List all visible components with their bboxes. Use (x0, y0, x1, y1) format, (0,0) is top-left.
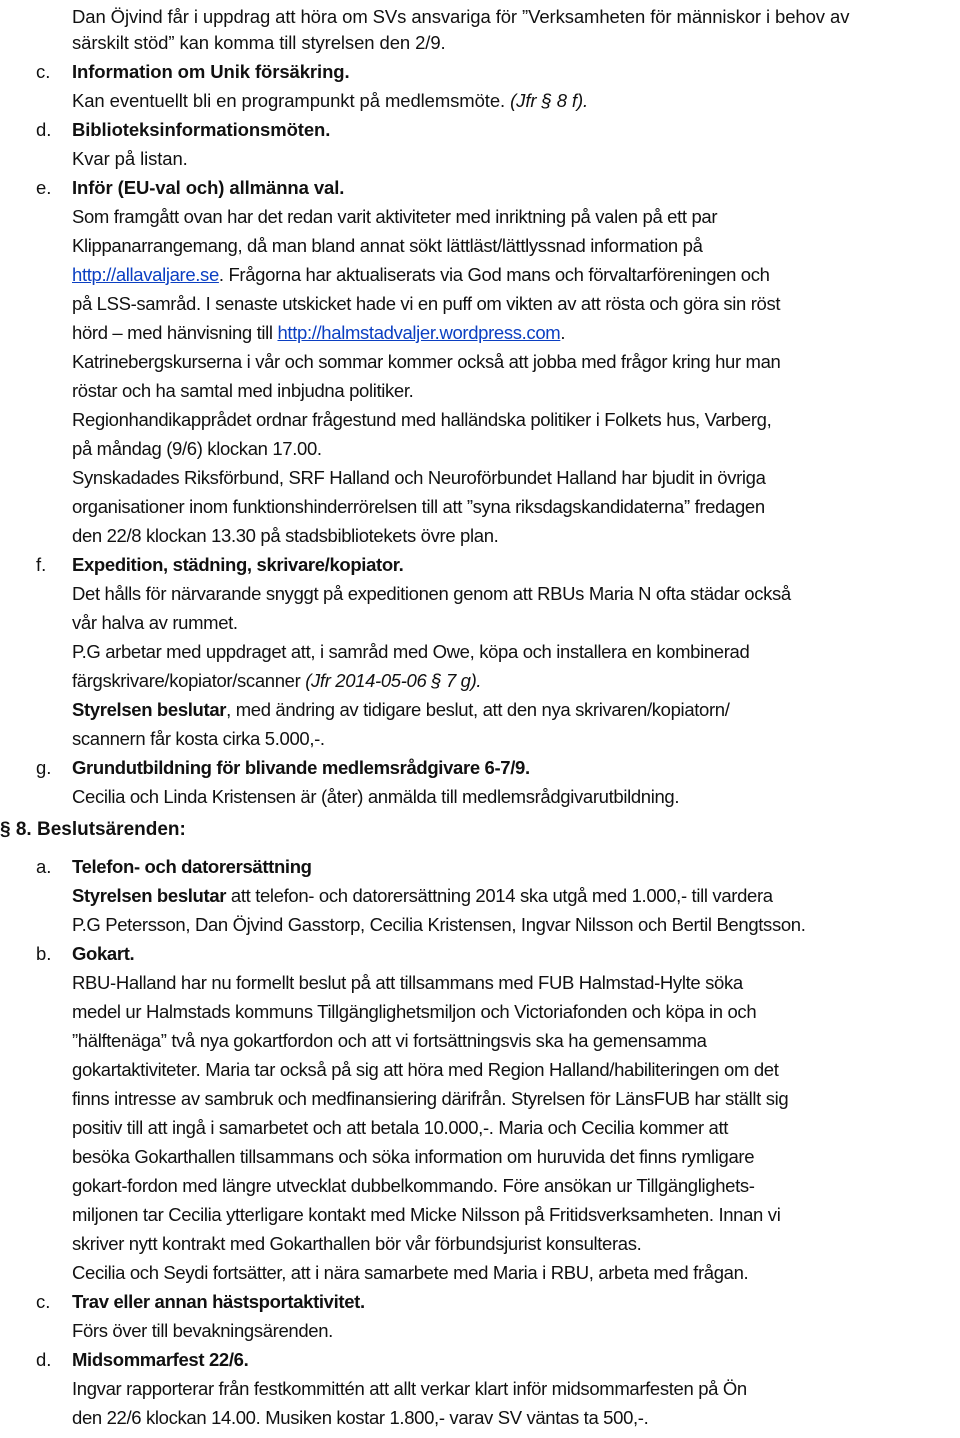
text-span: den 22/6 klockan 14.00. Musiken kostar 1.800,- varav SV väntas ta 500,-. (72, 1407, 649, 1428)
text-span: miljonen tar Cecilia ytterligare kontakt med Micke Nilsson på Fritidsverksamheten. Innan vi (72, 1204, 781, 1225)
text-span: gokartaktiviteter. Maria tar också på sig att höra med Region Halland/habiliteringen om det (72, 1059, 779, 1080)
text-span: Cecilia och Linda Kristensen är (åter) anmälda till medlemsrådgivarutbildning. (72, 786, 680, 807)
text-span: Katrinebergskurserna i vår och sommar kommer också att jobba med frågor kring hur man (72, 351, 781, 372)
text-span: finns intresse av sambruk och medfinansiering därifrån. Styrelsen för LänsFUB har ställt sig (72, 1088, 789, 1109)
text-span: scannern får kosta cirka 5.000,-. (72, 728, 325, 749)
allavaljare-link[interactable]: http://allavaljare.se (72, 264, 219, 285)
text-span: Ingvar rapporterar från festkommittén att allt verkar klart inför midsommarfesten på Ön (72, 1378, 747, 1399)
item-marker-c2: c. (36, 1291, 51, 1312)
text-line (72, 405, 771, 434)
heading-text: Trav eller annan hästsportaktivitet. (72, 1291, 365, 1312)
text-span: Kan eventuellt bli en programpunkt på medlemsmöte. (72, 90, 506, 111)
item-marker-g: g. (36, 757, 52, 778)
text-line (72, 1229, 641, 1258)
text-line (72, 260, 770, 289)
text-span: Förs över till bevakningsärenden. (72, 1320, 333, 1341)
text-line (72, 1084, 788, 1113)
text-span: röstar och ha samtal med inbjudna politiker. (72, 380, 414, 401)
text-line (72, 28, 446, 57)
text-line (72, 1200, 780, 1229)
text-line (72, 910, 806, 939)
heading-text: Midsommarfest 22/6. (72, 1349, 249, 1370)
text-span: Som framgått ovan har det redan varit aktiviteter med inriktning på valen på ett par (72, 206, 718, 227)
item-heading-c2 (72, 1287, 365, 1316)
item-heading-d2 (72, 1345, 248, 1374)
item-marker-f: f. (36, 554, 47, 575)
item-marker-b: b. (36, 943, 52, 964)
text-span: RBU-Halland har nu formellt beslut på att tillsammans med FUB Halmstad-Hylte söka (72, 972, 743, 993)
heading-text: Grundutbildning för blivande medlemsrådgivare 6-7/9. (72, 757, 530, 778)
heading-text: Telefon- och datorersättning (72, 856, 312, 877)
item-marker-d2: d. (36, 1349, 52, 1370)
text-span: P.G Petersson, Dan Öjvind Gasstorp, Cecilia Kristensen, Ingvar Nilsson och Bertil Bengtsson. (72, 914, 806, 935)
text-line (72, 289, 780, 318)
text-line (72, 86, 588, 115)
text-span: den 22/8 klockan 13.30 på stadsbibliotekets övre plan. (72, 525, 499, 546)
text-span: Kvar på listan. (72, 148, 188, 169)
heading-text: Expedition, städning, skrivare/kopiator. (72, 554, 404, 575)
text-line (72, 579, 791, 608)
text-span: på LSS-samråd. I senaste utskicket hade vi en puff om vikten av att rösta och göra sin röst (72, 293, 781, 314)
text-span: besöka Gokarthallen tillsammans och söka information om huruvida det finns rymligare (72, 1146, 755, 1167)
item-heading-e (72, 173, 344, 202)
text-line (72, 881, 773, 910)
heading-text: Inför (EU-val och) allmänna val. (72, 177, 345, 198)
text-line (72, 1113, 728, 1142)
text-line (72, 2, 849, 31)
text-line (72, 968, 743, 997)
decision-label: Styrelsen beslutar (72, 699, 227, 720)
text-span: . (560, 322, 566, 343)
text-line (72, 724, 325, 753)
text-line (72, 997, 756, 1026)
text-line (72, 376, 413, 405)
text-line (72, 695, 730, 724)
heading-text: Biblioteksinformationsmöten. (72, 119, 331, 140)
halmstadvaljer-link[interactable]: http://halmstadvaljer.wordpress.com (277, 322, 561, 343)
text-line (72, 434, 322, 463)
item-marker-a: a. (36, 856, 52, 877)
section-heading-8: § 8. Beslutsärenden: (0, 819, 186, 840)
text-span: , med ändring av tidigare beslut, att den nya skrivaren/kopiatorn/ (226, 699, 730, 720)
text-span: särskilt stöd” kan komma till styrelsen den 2/9. (72, 32, 446, 53)
text-line (72, 608, 238, 637)
text-line (72, 521, 498, 550)
item-heading-g (72, 753, 530, 782)
text-span: organisationer inom funktionshinderrörelsen till att ”syna riksdagskandidaterna” fredagen (72, 496, 765, 517)
text-line (72, 1055, 779, 1084)
text-line (72, 1171, 755, 1200)
text-line (72, 637, 749, 666)
text-line (72, 347, 781, 376)
reference-text: (Jfr 2014-05-06 § 7 g). (305, 670, 482, 691)
item-heading-a (72, 852, 312, 881)
text-line (72, 1316, 333, 1345)
item-marker-e: e. (36, 177, 52, 198)
text-span: Cecilia och Seydi fortsätter, att i nära samarbete med Maria i RBU, arbeta med frågan. (72, 1262, 749, 1283)
text-span: ”hälftenäga” två nya gokartfordon och att vi fortsättningsvis ska ha gemensamma (72, 1030, 707, 1051)
text-line (72, 231, 703, 260)
text-line (72, 1403, 648, 1432)
text-line (72, 666, 481, 695)
decision-label: Styrelsen beslutar (72, 885, 227, 906)
text-span: Dan Öjvind får i uppdrag att höra om SVs ansvariga för ”Verksamheten för människor i behov av (72, 6, 850, 27)
text-line (72, 782, 679, 811)
text-span: på måndag (9/6) klockan 17.00. (72, 438, 322, 459)
text-span: medel ur Halmstads kommuns Tillgänglighetsmiljon och Victoriafonden och köpa in och (72, 1001, 757, 1022)
text-line (72, 318, 565, 347)
text-span: vår halva av rummet. (72, 612, 238, 633)
text-line (72, 1142, 754, 1171)
text-span: färgskrivare/kopiator/scanner (72, 670, 306, 691)
text-line (72, 1258, 748, 1287)
text-span: gokart-fordon med längre utvecklat dubbelkommando. Före ansökan ur Tillgänglighets- (72, 1175, 755, 1196)
text-span: skriver nytt kontrakt med Gokarthallen bör vår förbundsjurist konsulteras. (72, 1233, 642, 1254)
text-span: positiv till att ingå i samarbetet och att betala 10.000,-. Maria och Cecilia kommer att (72, 1117, 729, 1138)
item-heading-b (72, 939, 134, 968)
text-span: Klippanarrangemang, då man bland annat sökt lättläst/lättlyssnad information på (72, 235, 703, 256)
heading-text: Information om Unik försäkring. (72, 61, 350, 82)
item-marker-d: d. (36, 119, 52, 140)
text-line (72, 202, 717, 231)
text-line (72, 463, 766, 492)
text-span: P.G arbetar med uppdraget att, i samråd med Owe, köpa och installera en kombinerad (72, 641, 750, 662)
text-span: Synskadades Riksförbund, SRF Halland och Neuroförbundet Halland har bjudit in övriga (72, 467, 766, 488)
reference-text: (Jfr § 8 f). (510, 90, 589, 111)
item-heading-d (72, 115, 330, 144)
text-line (72, 1026, 707, 1055)
text-line (72, 492, 765, 521)
text-line (72, 1374, 747, 1403)
text-span: Det hålls för närvarande snyggt på expeditionen genom att RBUs Maria N ofta städar också (72, 583, 791, 604)
heading-text: Gokart. (72, 943, 135, 964)
text-span: . Frågorna har aktualiserats via God mans och förvaltarföreningen och (218, 264, 770, 285)
text-span: att telefon- och datorersättning 2014 ska utgå med 1.000,- till vardera (226, 885, 773, 906)
text-span: hörd – med hänvisning till (72, 322, 278, 343)
item-heading-f (72, 550, 403, 579)
item-marker-c: c. (36, 61, 51, 82)
item-heading-c (72, 57, 350, 86)
text-line (72, 144, 188, 173)
text-span: Regionhandikapprådet ordnar frågestund med halländska politiker i Folkets hus, Varberg, (72, 409, 772, 430)
